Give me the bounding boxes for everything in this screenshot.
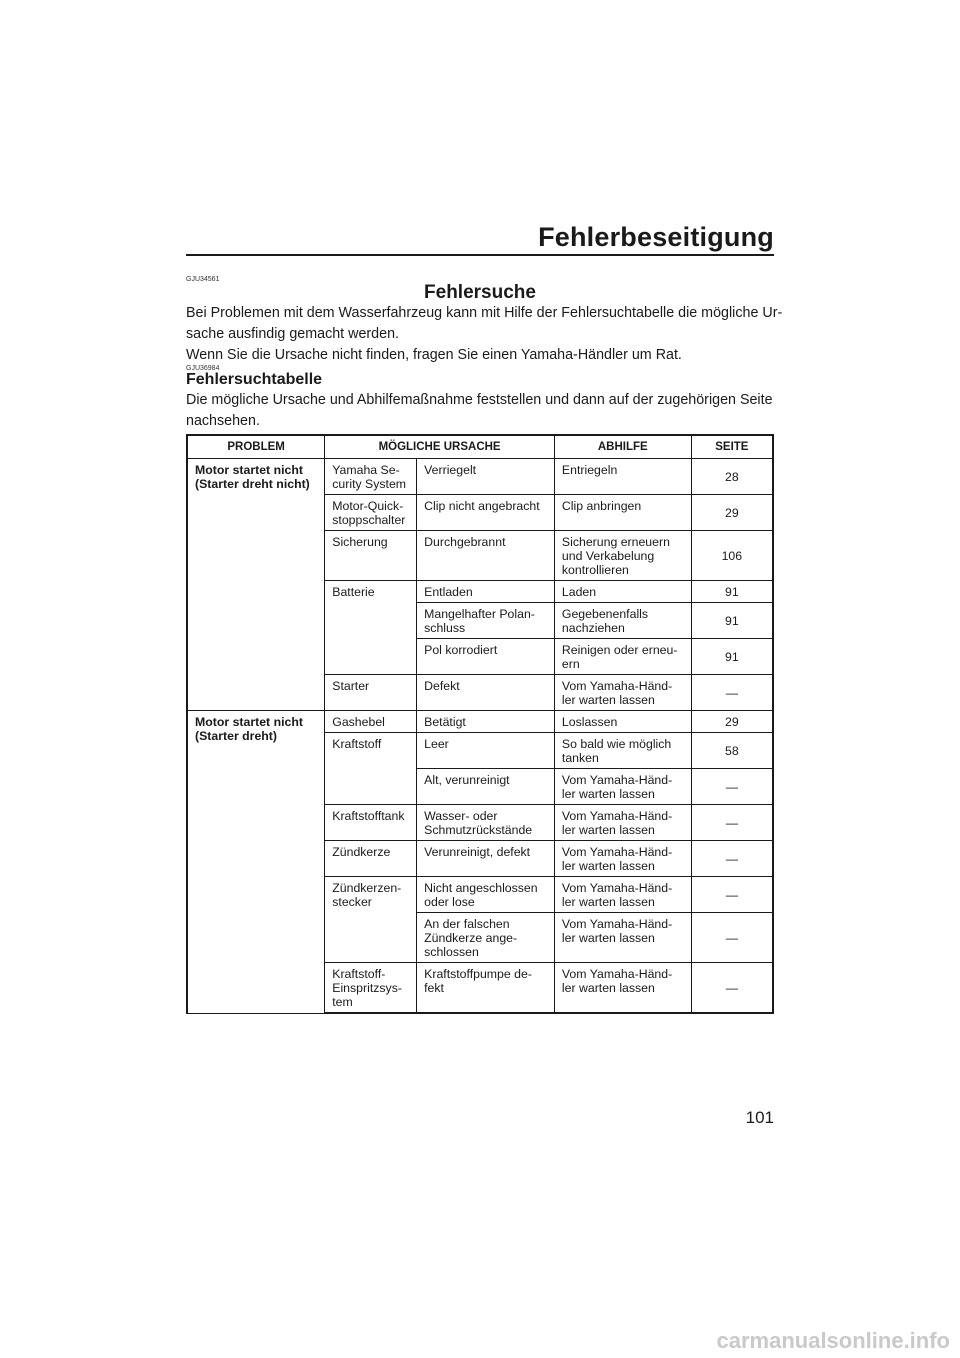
remedy-cell-line: kontrollieren — [561, 563, 629, 577]
cause-cell-line: Alt, verunreinigt — [424, 773, 510, 787]
col-header-cause: MÖGLICHE URSACHE — [325, 435, 555, 459]
remedy-cell — [554, 603, 691, 639]
remedy-cell-line: Gegebenenfalls — [561, 607, 649, 621]
component-cell — [325, 877, 417, 963]
component-cell-line: Motor-Quick- — [332, 499, 404, 513]
cause-cell — [417, 581, 555, 603]
remedy-cell-line: ler warten lassen — [561, 981, 655, 995]
col-header-page: SEITE — [691, 435, 773, 459]
remedy-cell — [554, 459, 691, 495]
remedy-cell — [554, 913, 691, 963]
remedy-cell — [554, 805, 691, 841]
page-ref-cell: 58 — [691, 733, 773, 769]
page-ref-cell: — — [691, 769, 773, 805]
page-ref-cell: — — [691, 805, 773, 841]
page-ref-cell: — — [691, 877, 773, 913]
remedy-cell-line: ler warten lassen — [561, 859, 655, 873]
remedy-cell — [554, 531, 691, 581]
cause-cell — [417, 639, 555, 675]
page-ref-cell: 106 — [691, 531, 773, 581]
component-cell-line: stoppschalter — [332, 513, 406, 527]
component-cell-line: stecker — [332, 895, 372, 909]
cause-cell-line: Zündkerze ange- — [424, 931, 518, 945]
component-cell-line: Kraftstoff — [332, 737, 382, 751]
page-ref-cell: 29 — [691, 495, 773, 531]
remedy-cell-line: tanken — [561, 751, 599, 765]
cause-cell-line: Verriegelt — [424, 463, 477, 477]
remedy-cell — [554, 581, 691, 603]
section-code: GJU34561 — [186, 276, 220, 283]
troubleshooting-table — [186, 434, 774, 1014]
remedy-cell-line: Sicherung erneuern — [561, 535, 670, 549]
cause-cell-line: Schmutzrückstände — [424, 823, 533, 837]
cause-cell-line: Kraftstoffpumpe de- — [424, 967, 532, 981]
remedy-cell-line: So bald wie möglich — [561, 737, 672, 751]
cause-cell — [417, 531, 555, 581]
remedy-cell — [554, 877, 691, 913]
remedy-cell-line: ler warten lassen — [561, 823, 655, 837]
cause-cell-line: Pol korrodiert — [424, 643, 498, 657]
cause-cell — [417, 877, 555, 913]
remedy-cell-line: und Verkabelung — [561, 549, 655, 563]
table-row — [187, 711, 773, 733]
col-header-problem: PROBLEM — [187, 435, 325, 459]
page-number: 101 — [745, 1108, 774, 1127]
page-ref-cell: 91 — [691, 603, 773, 639]
component-cell — [325, 841, 417, 877]
page-ref-cell: 91 — [691, 639, 773, 675]
cause-cell-line: An der falschen — [424, 917, 510, 931]
cause-cell — [417, 603, 555, 639]
component-cell-line: Starter — [332, 679, 370, 693]
cause-cell — [417, 711, 555, 733]
subsection-intro — [186, 390, 776, 432]
remedy-cell — [554, 963, 691, 1014]
remedy-cell-line: ern — [561, 657, 580, 671]
component-cell — [325, 581, 417, 675]
component-cell-line: Yamaha Se- — [332, 463, 400, 477]
cause-cell-line: Leer — [424, 737, 449, 751]
chapter-title: Fehlerbeseitigung — [538, 222, 774, 252]
page-ref-cell: 28 — [691, 459, 773, 495]
cause-cell-line: oder lose — [424, 895, 475, 909]
remedy-cell-line: Vom Yamaha-Händ- — [561, 809, 673, 823]
component-cell-line: Kraftstofftank — [332, 809, 405, 823]
problem-line: (Starter dreht) — [195, 729, 277, 743]
component-cell — [325, 963, 417, 1014]
page-ref-cell: — — [691, 913, 773, 963]
page-ref-cell: — — [691, 675, 773, 711]
table-header-row — [187, 435, 773, 459]
watermark: carmanualsonline.info — [716, 1328, 950, 1353]
page-ref-cell: — — [691, 963, 773, 1014]
cause-cell — [417, 841, 555, 877]
component-cell — [325, 733, 417, 805]
remedy-cell-line: ler warten lassen — [561, 693, 655, 707]
cause-cell — [417, 963, 555, 1014]
intro-line: Wenn Sie die Ursache nicht finden, fragen Sie einen Yamaha-Händler um Rat. — [186, 347, 682, 363]
cause-cell-line: Mangelhafter Polan- — [424, 607, 535, 621]
problem-line: Motor startet nicht — [195, 463, 303, 477]
cause-cell — [417, 459, 555, 495]
remedy-cell-line: Laden — [561, 585, 597, 599]
cause-cell-line: Nicht angeschlossen — [424, 881, 538, 895]
section-title: Fehlersuche — [424, 282, 536, 303]
table-row — [187, 459, 773, 495]
component-cell — [325, 675, 417, 711]
remedy-cell — [554, 769, 691, 805]
problem-line: Motor startet nicht — [195, 715, 303, 729]
remedy-cell-line: Vom Yamaha-Händ- — [561, 967, 673, 981]
col-header-remedy: ABHILFE — [554, 435, 691, 459]
remedy-cell-line: Vom Yamaha-Händ- — [561, 679, 673, 693]
cause-cell-line: Verunreinigt, defekt — [424, 845, 531, 859]
remedy-cell — [554, 733, 691, 769]
remedy-cell — [554, 841, 691, 877]
subsection-code: GJU36984 — [186, 365, 220, 372]
remedy-cell-line: Vom Yamaha-Händ- — [561, 881, 673, 895]
intro-line: nachsehen. — [186, 413, 260, 429]
intro-line: Bei Problemen mit dem Wasserfahrzeug kann mit Hilfe der Fehlersuchtabelle die mögliche Ur- — [186, 305, 783, 321]
remedy-cell-line: Entriegeln — [561, 463, 618, 477]
component-cell — [325, 805, 417, 841]
component-cell-line: Einspritzsys- — [332, 981, 402, 995]
problem-line: (Starter dreht nicht) — [195, 477, 310, 491]
component-cell-line: tem — [332, 995, 353, 1009]
page-ref-cell: 29 — [691, 711, 773, 733]
component-cell-line: Gashebel — [332, 715, 385, 729]
cause-cell-line: Wasser- oder — [424, 809, 498, 823]
remedy-cell-line: Reinigen oder erneu- — [561, 643, 678, 657]
remedy-cell-line: ler warten lassen — [561, 931, 655, 945]
intro-line: sache ausfindig gemacht werden. — [186, 326, 399, 342]
cause-cell-line: Durchgebrannt — [424, 535, 506, 549]
cause-cell-line: Entladen — [424, 585, 473, 599]
remedy-cell-line: Vom Yamaha-Händ- — [561, 845, 673, 859]
cause-cell-line: Defekt — [424, 679, 460, 693]
component-cell — [325, 459, 417, 495]
cause-cell — [417, 913, 555, 963]
component-cell-line: Sicherung — [332, 535, 388, 549]
remedy-cell-line: Vom Yamaha-Händ- — [561, 917, 673, 931]
remedy-cell — [554, 639, 691, 675]
cause-cell — [417, 675, 555, 711]
cause-cell-line: Clip nicht angebracht — [424, 499, 540, 513]
subsection-title: Fehlersuchtabelle — [186, 371, 323, 388]
remedy-cell — [554, 711, 691, 733]
problem-cell — [187, 459, 325, 711]
component-cell-line: Batterie — [332, 585, 375, 599]
cause-cell-line: schluss — [424, 621, 466, 635]
component-cell-line: Zündkerzen- — [332, 881, 402, 895]
component-cell — [325, 495, 417, 531]
component-cell-line: curity System — [332, 477, 407, 491]
chapter-divider — [186, 254, 774, 256]
remedy-cell-line: Clip anbringen — [561, 499, 642, 513]
remedy-cell — [554, 675, 691, 711]
remedy-cell-line: ler warten lassen — [561, 895, 655, 909]
cause-cell-line: schlossen — [424, 945, 479, 959]
cause-cell — [417, 733, 555, 769]
page-ref-cell: 91 — [691, 581, 773, 603]
cause-cell-line: fekt — [424, 981, 444, 995]
cause-cell-line: Betätigt — [424, 715, 466, 729]
section-intro — [186, 303, 783, 366]
cause-cell — [417, 495, 555, 531]
cause-cell — [417, 805, 555, 841]
remedy-cell — [554, 495, 691, 531]
remedy-cell-line: Loslassen — [561, 715, 618, 729]
remedy-cell-line: ler warten lassen — [561, 787, 655, 801]
problem-cell — [187, 711, 325, 1014]
component-cell-line: Zündkerze — [332, 845, 391, 859]
page-ref-cell: — — [691, 841, 773, 877]
remedy-cell-line: nachziehen — [561, 621, 625, 635]
remedy-cell-line: Vom Yamaha-Händ- — [561, 773, 673, 787]
cause-cell — [417, 769, 555, 805]
component-cell — [325, 531, 417, 581]
intro-line: Die mögliche Ursache und Abhilfemaßnahme feststellen und dann auf der zugehörigen Seite — [186, 392, 773, 408]
component-cell — [325, 711, 417, 733]
component-cell-line: Kraftstoff- — [332, 967, 386, 981]
